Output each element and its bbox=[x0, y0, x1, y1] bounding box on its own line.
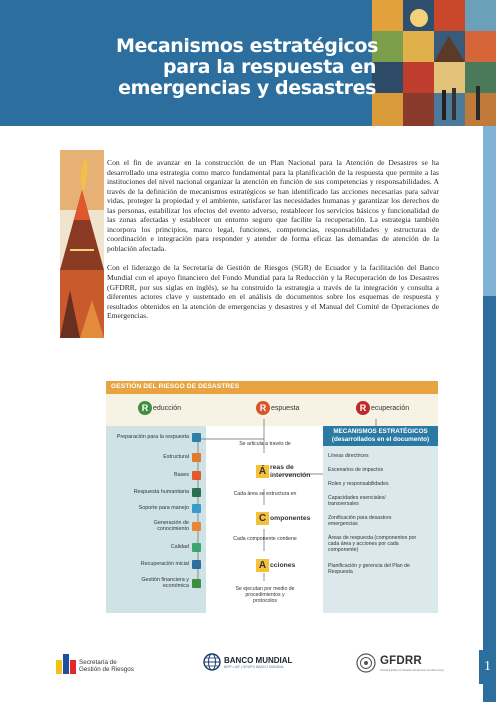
list-item bbox=[135, 577, 201, 589]
mechanism-item: Escenarios de impactos bbox=[328, 467, 384, 473]
area-label: Gestión financiera y económica bbox=[141, 577, 189, 590]
note-articula: Se articula a través de bbox=[239, 441, 291, 447]
stage-componentes bbox=[256, 512, 310, 525]
list-item bbox=[134, 488, 201, 497]
page-number: 1 bbox=[479, 650, 496, 684]
note-estructura: Cada área se estructura en bbox=[233, 491, 297, 497]
sgr-line-1: Secretaría de bbox=[79, 659, 117, 666]
stage-componentes-label: omponentes bbox=[270, 514, 311, 522]
title-line-3: emergencias y desastres bbox=[118, 77, 376, 99]
mechanism-item: Áreas de respuesta (componentes por cada área y acciones por cada componente) bbox=[328, 535, 417, 554]
volcano-illustration bbox=[60, 150, 104, 338]
gfdrr-logo-icon bbox=[356, 653, 376, 673]
column-label-respuesta: espuesta bbox=[271, 404, 300, 412]
mechanisms-title: MECANISMOS ESTRATÉGICOS bbox=[333, 428, 428, 435]
paragraph-1: Con el fin de avanzar en la construcción de un Plan Nacional para la Atención de Desastres se ha desarrollado una estrategia como marco fundamental para la planificación de la respuesta que permite a las instituciones del nivel nacional organizar la atención en función de sus competencias y responsabilidades. A través de la definición de mecanismos estratégicos se han identificado las acciones necesarias para salvar vidas, proteger la propiedad y el ambiente, satisfacer las necesidades humanas y garantizar los derechos de las personas, estabilizar los efectos del evento adverso, restablecer los servicios básicos y funcionalidad de las zonas afectadas y establecer un entorno seguro que facilite la recuperación. La estrategia también incorpora los principios, marco legal, funciones, competencias, responsabilidades y estructuras de coordinación e integración para responder y atender de forma eficaz las demandas de atención de la población afectada. bbox=[107, 158, 439, 253]
header-band bbox=[0, 0, 496, 126]
quality-icon bbox=[192, 543, 201, 552]
stage-areas bbox=[256, 464, 310, 479]
area-label: Recuperación inicial bbox=[140, 561, 189, 568]
area-label: Estructural bbox=[163, 454, 189, 461]
stage-acciones-letter: A bbox=[256, 559, 269, 572]
preparation-icon bbox=[192, 433, 201, 442]
support-icon bbox=[192, 504, 201, 513]
column-label-reduccion: educción bbox=[153, 404, 182, 412]
gfdrr-logo-text: GFDRR bbox=[380, 655, 422, 667]
stage-areas-label-1: reas de bbox=[270, 464, 294, 471]
area-label: Soporte para manejo bbox=[138, 505, 189, 512]
recovery-icon bbox=[192, 560, 201, 569]
sgr-line-2: Gestión de Riesgos bbox=[79, 666, 134, 673]
diagram-header-label: GESTIÓN DEL RIESGO DE DESASTRES bbox=[111, 383, 240, 390]
paragraph-2: Con el liderazgo de la Secretaría de Gestión de Riesgos (SGR) de Ecuador y la facilitación del Banco Mundial con el apoyo financiero del Fondo Mundial para la Reducción y la Recuperación de los Desastres (GFDRR, por sus siglas en inglés), se ha construido la estrategia a través de la integración y consulta a diferentes actores clave y sustentado en el análisis de documentos sobre los esquemas de respuesta y resultados obtenidos en la atención de emergencias y desastres y el Manual del Comité de Operaciones de Emergencias. bbox=[107, 263, 439, 321]
finance-icon bbox=[192, 579, 201, 588]
note-ejecutan-2: procedimientos y bbox=[245, 592, 285, 598]
stage-acciones bbox=[256, 559, 295, 572]
mechanisms-subtitle: (desarrollados en el documento) bbox=[331, 435, 430, 443]
stage-componentes-letter: C bbox=[256, 512, 269, 525]
title-line-2: para la respuesta en bbox=[163, 56, 376, 78]
structure-icon bbox=[192, 453, 201, 462]
globe-icon bbox=[203, 653, 221, 671]
sgr-logo-text bbox=[79, 659, 134, 673]
sgr-logo-icon bbox=[56, 652, 76, 674]
risk-management-diagram bbox=[106, 381, 438, 613]
stage-areas-letter: Á bbox=[256, 465, 269, 478]
knowledge-icon bbox=[192, 522, 201, 531]
area-label: Preparación para la respuesta bbox=[116, 434, 189, 441]
mechanism-item: Líneas directrices bbox=[328, 453, 369, 459]
stage-acciones-label: cciones bbox=[270, 561, 296, 569]
right-accent-bar-light bbox=[483, 126, 496, 296]
list-item bbox=[174, 471, 201, 480]
gfdrr-subtitle: Global Facility for Disaster Reduction and Recovery bbox=[380, 668, 445, 672]
note-ejecutan-1: Se ejecutan por medio de bbox=[235, 586, 295, 592]
note-ejecutan-3: protocolos bbox=[253, 598, 277, 604]
r-circle-reduccion: R bbox=[138, 401, 152, 415]
intro-text bbox=[107, 158, 439, 331]
mechanism-item: Roles y responsabilidades bbox=[328, 481, 389, 487]
humanitarian-icon bbox=[192, 488, 201, 497]
stage-areas-label-2: intervención bbox=[270, 471, 311, 479]
list-item bbox=[143, 520, 201, 532]
note-contiene: Cada componente contiene bbox=[233, 536, 297, 542]
header-illustration bbox=[372, 0, 496, 126]
area-label: Bases bbox=[174, 472, 189, 479]
area-label: Respuesta humanitaria bbox=[133, 489, 189, 496]
title-line-1: Mecanismos estratégicos bbox=[116, 35, 378, 57]
mechanism-item: Planificación y gerencia del Plan de Respuesta bbox=[328, 563, 410, 576]
mechanism-item: Capacidades esenciales/ transversales bbox=[328, 495, 386, 508]
area-label: Generación de conocimiento bbox=[153, 520, 189, 533]
area-label: Calidad bbox=[170, 544, 189, 551]
stage-areas-label bbox=[270, 464, 310, 479]
list-item bbox=[117, 433, 201, 442]
note-ejecutan bbox=[210, 586, 320, 604]
list-item bbox=[163, 453, 201, 462]
mechanism-item: Zonificación para desastres emergencias bbox=[328, 515, 392, 528]
r-circle-recuperacion: R bbox=[356, 401, 370, 415]
bases-icon bbox=[192, 471, 201, 480]
column-label-recuperacion: ecuperación bbox=[371, 404, 410, 412]
list-item bbox=[139, 504, 201, 513]
page-title bbox=[116, 36, 376, 99]
r-circle-respuesta: R bbox=[256, 401, 270, 415]
banco-mundial-subtitle: BIRF • AIF | GRUPO BANCO MUNDIAL bbox=[224, 665, 285, 669]
list-item bbox=[141, 560, 201, 569]
banco-mundial-logo-text: BANCO MUNDIAL bbox=[224, 656, 293, 665]
list-item bbox=[171, 543, 201, 552]
